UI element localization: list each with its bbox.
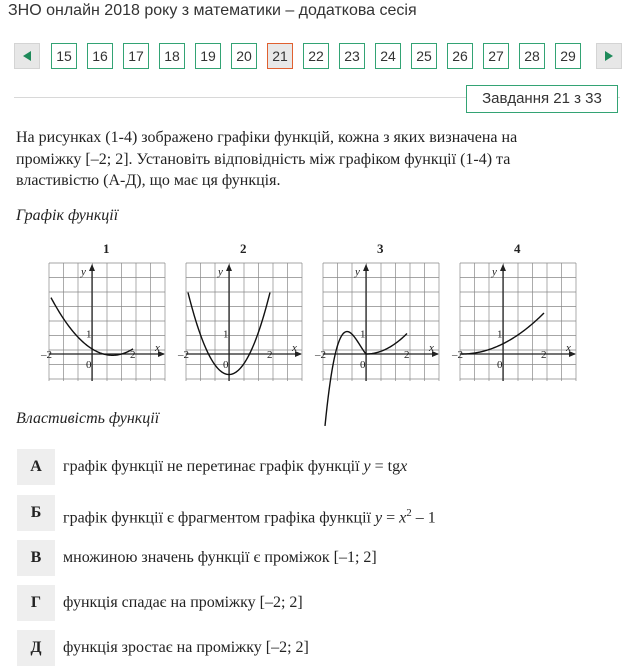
next-task-button[interactable] bbox=[596, 43, 622, 69]
tick-label-neg-two: –2 bbox=[452, 349, 463, 361]
question-text bbox=[16, 127, 621, 192]
page-button-21[interactable]: 21 bbox=[267, 43, 293, 69]
graph-1 bbox=[41, 262, 166, 382]
graph-number-3: 3 bbox=[377, 241, 384, 256]
tick-label-neg-two: –2 bbox=[178, 349, 189, 361]
graph-grid bbox=[323, 263, 439, 381]
x-axis-label: x bbox=[566, 342, 571, 354]
tick-label-two: 2 bbox=[130, 349, 136, 361]
tick-label-zero: 0 bbox=[360, 359, 366, 371]
page-button-28[interactable]: 28 bbox=[519, 43, 545, 69]
x-axis-label: x bbox=[292, 342, 297, 354]
y-axis-arrow bbox=[500, 264, 506, 271]
page-button-16[interactable]: 16 bbox=[87, 43, 113, 69]
option-letter-4[interactable]: Г bbox=[17, 585, 55, 621]
y-axis-label: y bbox=[81, 266, 86, 278]
option-text-3: множиною значень функції є проміжок [–1; 2] bbox=[63, 549, 377, 566]
page-button-25[interactable]: 25 bbox=[411, 43, 437, 69]
page-button-19[interactable]: 19 bbox=[195, 43, 221, 69]
page-button-17[interactable]: 17 bbox=[123, 43, 149, 69]
option-letter-2[interactable]: Б bbox=[17, 495, 55, 531]
tick-label-neg-two: –2 bbox=[315, 349, 326, 361]
y-axis-label: y bbox=[492, 266, 497, 278]
tick-label-zero: 0 bbox=[86, 359, 92, 371]
question-line: На рисунках (1-4) зображено графіки функцій, кожна з яких визначена на bbox=[16, 129, 518, 146]
option-text-5: функція зростає на проміжку [–2; 2] bbox=[63, 639, 309, 656]
option-letter-5[interactable]: Д bbox=[17, 630, 55, 666]
page-button-20[interactable]: 20 bbox=[231, 43, 257, 69]
page-button-24[interactable]: 24 bbox=[375, 43, 401, 69]
y-axis-label: y bbox=[355, 266, 360, 278]
option-letter-1[interactable]: А bbox=[17, 449, 55, 485]
y-axis-arrow bbox=[89, 264, 95, 271]
graphs-heading: Графік функції bbox=[16, 207, 119, 224]
page-button-29[interactable]: 29 bbox=[555, 43, 581, 69]
option-text-2: графік функції є фрагментом графіка функції $y = x^2 - 1$ bbox=[63, 507, 436, 527]
option-text-4: функція спадає на проміжку [–2; 2] bbox=[63, 594, 303, 611]
graph-number-1: 1 bbox=[103, 241, 110, 256]
graph-number-2: 2 bbox=[240, 241, 247, 256]
page-button-15[interactable]: 15 bbox=[51, 43, 77, 69]
prev-task-button[interactable] bbox=[14, 43, 40, 69]
y-axis-arrow bbox=[226, 264, 232, 271]
tick-label-one: 1 bbox=[86, 328, 92, 341]
tick-label-one: 1 bbox=[360, 328, 366, 341]
page-button-27[interactable]: 27 bbox=[483, 43, 509, 69]
page-title: ЗНО онлайн 2018 року з математики – додаткова сесія bbox=[8, 2, 417, 19]
x-axis-label: x bbox=[429, 342, 434, 354]
option-letter-3[interactable]: В bbox=[17, 540, 55, 576]
y-axis-label: y bbox=[218, 266, 223, 278]
tick-label-one: 1 bbox=[223, 328, 229, 341]
tick-label-neg-two: –2 bbox=[41, 349, 52, 361]
triangle-right-icon bbox=[604, 51, 614, 61]
triangle-left-icon bbox=[22, 51, 32, 61]
page-button-22[interactable]: 22 bbox=[303, 43, 329, 69]
y-axis-arrow bbox=[363, 264, 369, 271]
task-counter-badge: Завдання 21 з 33 bbox=[466, 85, 618, 113]
properties-heading: Властивість функції bbox=[16, 410, 160, 427]
tick-label-one: 1 bbox=[497, 328, 503, 341]
option-text-1: графік функції не перетинає графік функції y = tgx bbox=[63, 458, 408, 475]
tick-label-two: 2 bbox=[404, 349, 410, 361]
graph-number-4: 4 bbox=[514, 241, 521, 256]
page-button-23[interactable]: 23 bbox=[339, 43, 365, 69]
graph-grid bbox=[460, 263, 576, 381]
graph-4 bbox=[452, 262, 577, 382]
tick-label-two: 2 bbox=[541, 349, 547, 361]
tick-label-zero: 0 bbox=[223, 359, 229, 371]
page-button-26[interactable]: 26 bbox=[447, 43, 473, 69]
x-axis-label: x bbox=[155, 342, 160, 354]
tick-label-two: 2 bbox=[267, 349, 273, 361]
question-line: властивістю (А-Д), що має ця функція. bbox=[16, 172, 281, 189]
graph-3 bbox=[315, 262, 440, 382]
graph-2 bbox=[178, 262, 303, 382]
question-line: проміжку [–2; 2]. Установіть відповідність між графіком функції (1-4) та bbox=[16, 150, 511, 168]
page-button-18[interactable]: 18 bbox=[159, 43, 185, 69]
tick-label-zero: 0 bbox=[497, 359, 503, 371]
